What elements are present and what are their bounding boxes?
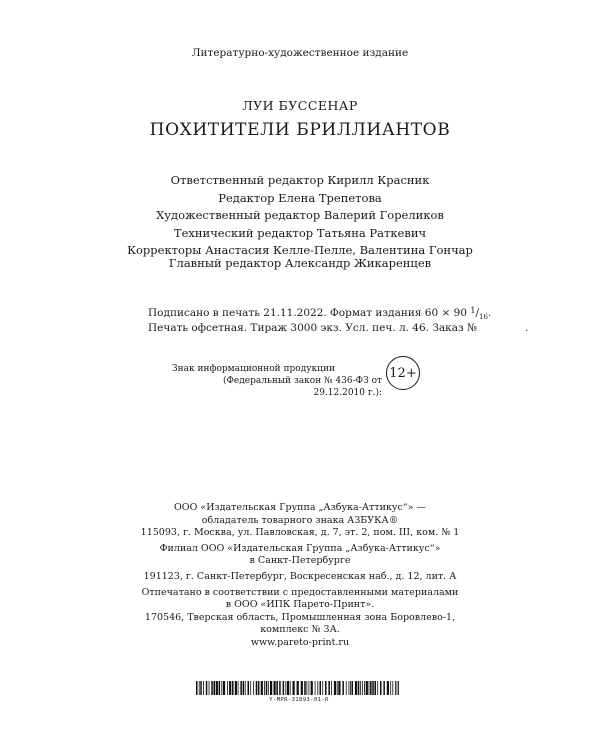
barcode-bar — [235, 681, 237, 695]
barcode-bar — [216, 681, 218, 695]
info-sign-text — [172, 363, 382, 399]
barcode-bar — [375, 681, 377, 695]
barcode-bar — [203, 681, 204, 695]
barcode-bar — [214, 681, 216, 695]
barcode-bar — [360, 681, 361, 695]
barcode-bar — [334, 681, 336, 695]
barcode-bar — [380, 681, 382, 695]
barcode-bar — [366, 681, 368, 695]
print-info-end-1: . — [487, 307, 492, 319]
barcode-bar — [369, 681, 370, 695]
barcode-bar — [276, 681, 278, 695]
barcode-bar — [362, 681, 363, 695]
print-info-line-1: Подписано в печать 21.11.2022. Формат издания 60 × 90 $^1/_{16}$. — [148, 306, 492, 321]
barcode-bar — [387, 681, 389, 695]
chief-editor: Главный редактор Александр Жикаренцев — [168, 256, 432, 270]
print-info-line-2 — [148, 321, 528, 335]
staff-line: Ответственный редактор Кирилл Красник — [170, 173, 430, 187]
barcode-bar — [264, 681, 265, 695]
barcode-bar — [383, 681, 385, 695]
publisher-line: 191123, г. Санкт-Петербург, Воскресенская наб., д. 12, лит. А — [143, 570, 457, 582]
publisher-block — [0, 502, 600, 650]
barcode-bar — [315, 681, 316, 695]
barcode-bar — [268, 681, 269, 695]
publisher-line: 170546, Тверская область, Промышленная зона Боровлево-1, — [144, 611, 456, 623]
barcode-bar — [274, 681, 276, 695]
barcode-bar — [253, 681, 254, 695]
publisher-line: в ООО «ИПК Парето-Принт». — [225, 599, 375, 611]
publisher-line: Филиал ООО «Издательская Группа „Азбука-Аттикус“» — [159, 542, 441, 554]
staff-list — [0, 172, 600, 260]
barcode-bar — [238, 681, 239, 695]
barcode-bar — [256, 681, 258, 695]
barcode-bar — [355, 681, 357, 695]
edition-type: Литературно-художественное издание — [191, 47, 409, 59]
barcode-bar — [328, 681, 330, 695]
barcode-bar — [200, 681, 202, 695]
barcode-bar — [390, 681, 391, 695]
barcode-bar — [392, 681, 393, 695]
barcode-bar — [287, 681, 289, 695]
barcode-bar — [301, 681, 303, 695]
barcode-bar — [223, 681, 225, 695]
barcode-bar — [250, 681, 251, 695]
print-info-text-1: Подписано в печать 21.11.2022. Формат издания 60 × 90 — [148, 307, 467, 319]
barcode-bar — [297, 681, 299, 695]
barcode-bar — [290, 681, 291, 695]
print-info — [148, 306, 528, 335]
barcode-bar — [258, 681, 260, 695]
barcode-bar — [350, 681, 351, 695]
staff-line: Технический редактор Татьяна Раткевич — [173, 225, 427, 240]
barcode-bar — [240, 681, 242, 695]
barcode-bar — [232, 681, 234, 695]
barcode-bar — [245, 681, 246, 695]
barcode-bar — [261, 681, 263, 695]
barcode-bar — [211, 681, 213, 695]
barcode-bar — [377, 681, 378, 695]
barcode-bar — [349, 681, 350, 695]
barcode-bar — [219, 681, 221, 695]
barcode-bar — [398, 681, 399, 695]
barcode-bar — [352, 681, 354, 695]
barcode-bar — [338, 681, 340, 695]
publisher-line: обладатель товарного знака АЗБУКА® — [201, 514, 399, 526]
print-info-end-2: . — [524, 322, 529, 334]
barcode-bar — [248, 681, 250, 695]
publisher-line: www.pareto-print.ru — [250, 636, 350, 648]
barcode-bar — [283, 681, 285, 695]
barcode-bar — [325, 681, 327, 695]
barcode-bar — [358, 681, 360, 695]
barcode-bar — [370, 681, 372, 695]
info-sign-line-1: Знак информационной продукции — [172, 364, 335, 374]
info-sign-line-2: (Федеральный закон № 436-ФЗ от 29.12.2010 г.): — [222, 376, 382, 398]
barcode — [196, 681, 402, 695]
barcode-bar — [304, 681, 306, 695]
publisher-line: 115093, г. Москва, ул. Павловская, д. 7, эт. 2, пом. III, ком. № 1 — [140, 527, 460, 539]
barcode-bar — [196, 681, 198, 695]
barcode-bar — [266, 681, 268, 695]
barcode-bar — [306, 681, 307, 695]
barcode-bar — [221, 681, 222, 695]
barcode-bar — [206, 681, 208, 695]
staff-line: Редактор Елена Трепетова — [218, 190, 382, 205]
barcode-bar — [285, 681, 286, 695]
format-fraction-denominator: 16 — [478, 313, 488, 321]
format-fraction-numerator: 1 — [470, 306, 476, 315]
publisher-line: ООО «Издательская Группа „Азбука-Аттикус“» — — [174, 502, 426, 513]
publisher-line: комплекс № 3А. — [260, 624, 340, 636]
barcode-bar — [293, 681, 295, 695]
barcode-bar — [209, 681, 210, 695]
publisher-line: Отпечатано в соответствии с предоставленными материалами — [141, 586, 459, 598]
barcode-bar — [270, 681, 272, 695]
barcode-bar — [337, 681, 338, 695]
barcode-bar — [311, 681, 313, 695]
barcode-text: Y-MPR-31893-01-R — [269, 697, 329, 703]
barcode-bar — [309, 681, 310, 695]
barcode-bar — [346, 681, 347, 695]
book-author: ЛУИ БУССЕНАР — [242, 98, 358, 113]
staff-line: Художественный редактор Валерий Гореликов — [156, 208, 444, 222]
barcode-bar — [397, 681, 398, 695]
barcode-bar — [279, 681, 281, 695]
barcode-bar — [320, 681, 322, 695]
barcode-bar — [317, 681, 318, 695]
barcode-bar — [372, 681, 374, 695]
barcode-bar — [395, 681, 396, 695]
print-info-text-2: Печать офсетная. Тираж 3000 экз. Усл. печ. л. 46. Заказ № — [148, 322, 477, 334]
barcode-bar — [364, 681, 365, 695]
barcode-bar — [243, 681, 245, 695]
barcode-bar — [342, 681, 344, 695]
barcode-bar — [227, 681, 228, 695]
barcode-bar — [199, 681, 200, 695]
age-rating-badge — [386, 356, 420, 390]
publisher-line: в Санкт-Петербурге — [249, 555, 351, 567]
barcode-bar — [331, 681, 332, 695]
staff-line: Корректоры Анастасия Келле-Пелле, Валентина Гончар — [127, 243, 473, 257]
barcode-bar — [322, 681, 323, 695]
barcode-bar — [229, 681, 231, 695]
age-rating-text: 12+ — [389, 365, 417, 381]
book-title: ПОХИТИТЕЛИ БРИЛЛИАНТОВ — [149, 120, 451, 140]
